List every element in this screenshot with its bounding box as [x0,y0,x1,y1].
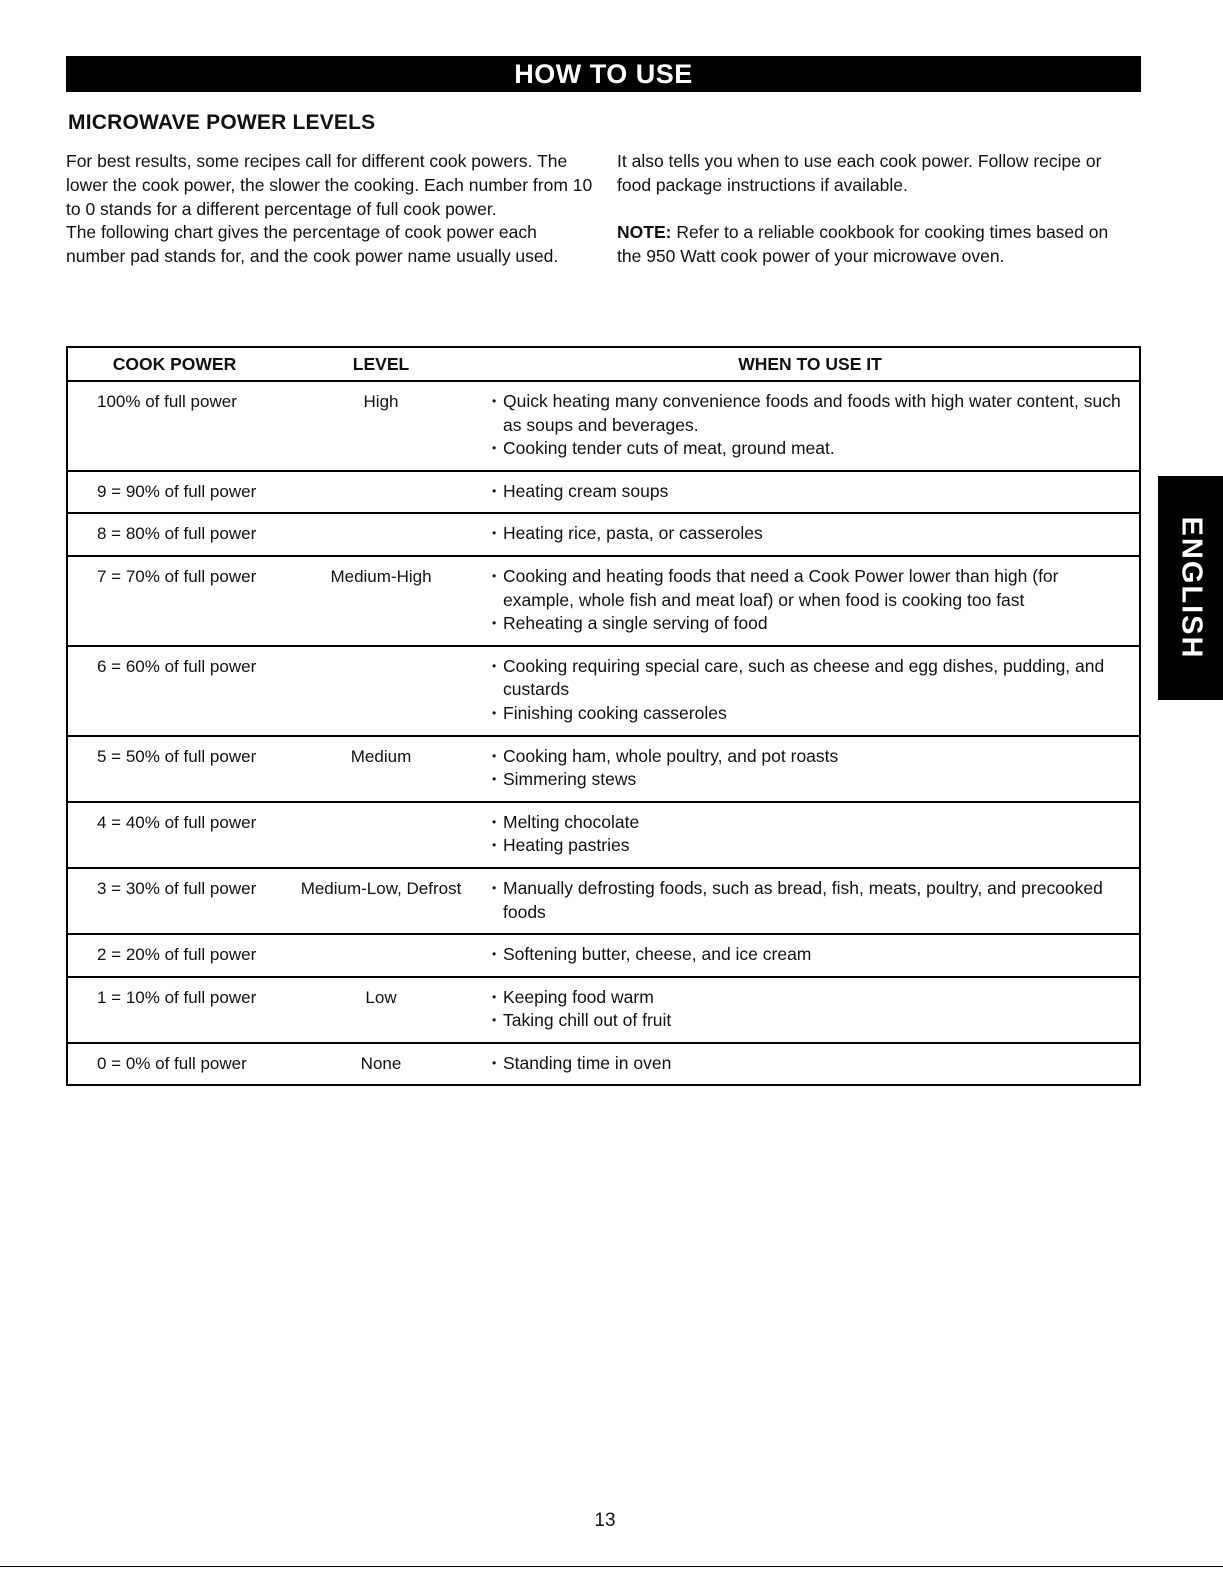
when-to-use-cell [481,977,1140,1043]
when-to-use-cell [481,736,1140,802]
when-to-use-cell [481,868,1140,934]
intro-right-column [617,150,1117,269]
note-text: Refer to a reliable cookbook for cooking times based on the 950 Watt cook power of your microwave oven. [617,222,1109,266]
when-to-use-cell [481,471,1140,514]
cook-power-cell: 9 = 90% of full power [67,471,281,514]
table-row [67,802,1140,868]
cook-power-cell: 7 = 70% of full power [67,556,281,646]
power-levels-table [66,346,1141,1086]
table-row [67,736,1140,802]
when-to-use-cell [481,802,1140,868]
when-to-use-cell [481,513,1140,556]
level-cell [281,802,481,868]
use-list [492,943,1131,967]
section-title: MICROWAVE POWER LEVELS [68,111,376,134]
when-to-use-cell [481,934,1140,977]
use-item: • Quick heating many convenience foods and foods with high water content, such as soups and beverages. [492,390,1131,437]
table-row [67,513,1140,556]
use-list [492,655,1131,726]
cook-power-cell: 4 = 40% of full power [67,802,281,868]
use-item: • Finishing cooking casseroles [492,702,1131,726]
use-list [492,745,1131,792]
level-cell: Medium-Low, Defrost [281,868,481,934]
use-list [492,480,1131,504]
level-cell [281,646,481,736]
cook-power-cell: 5 = 50% of full power [67,736,281,802]
cook-power-cell: 0 = 0% of full power [67,1043,281,1086]
use-list [492,522,1131,546]
note-paragraph [617,221,1117,269]
use-list [492,565,1131,636]
cook-power-cell: 3 = 30% of full power [67,868,281,934]
level-cell: None [281,1043,481,1086]
use-item: • Melting chocolate [492,811,1131,835]
use-item: • Reheating a single serving of food [492,612,1131,636]
level-cell [281,934,481,977]
header-level: LEVEL [352,353,410,374]
table-row [67,868,1140,934]
use-item: • Keeping food warm [492,986,1131,1010]
header-when-to-use: WHEN TO USE IT [738,353,882,374]
table-row [67,556,1140,646]
use-item: • Heating rice, pasta, or casseroles [492,522,1131,546]
intro-paragraph: The following chart gives the percentage of cook power each number pad stands for, and the cook power name usually used. [66,222,559,267]
use-item: • Heating pastries [492,834,1131,858]
use-list [492,877,1131,924]
language-tab [1158,476,1223,700]
use-item: • Cooking tender cuts of meat, ground meat. [492,437,1131,461]
level-cell: Medium [281,736,481,802]
level-cell [281,471,481,514]
intro-paragraph: For best results, some recipes call for different cook powers. The lower the cook power, the slower the cooking. Each number from 10 to 0 stands for a different percentage of full cook power. [66,151,593,219]
when-to-use-cell [481,1043,1140,1086]
level-cell: Low [281,977,481,1043]
cook-power-cell: 6 = 60% of full power [67,646,281,736]
cook-power-cell: 100% of full power [67,381,281,471]
use-item: • Simmering stews [492,768,1131,792]
table-row [67,646,1140,736]
section-banner: HOW TO USE [66,56,1141,92]
cook-power-cell: 2 = 20% of full power [67,934,281,977]
cook-power-cell: 1 = 10% of full power [67,977,281,1043]
bottom-rule [0,1566,1223,1567]
when-to-use-cell [481,556,1140,646]
table-header-row [67,347,1140,381]
cook-power-cell: 8 = 80% of full power [67,513,281,556]
language-tab-label: ENGLISH [1175,516,1207,660]
use-item: • Cooking requiring special care, such as cheese and egg dishes, pudding, and custards [492,655,1131,702]
use-item: • Heating cream soups [492,480,1131,504]
table-body [67,381,1140,1085]
table-row [67,934,1140,977]
level-cell: Medium-High [281,556,481,646]
level-cell: High [281,381,481,471]
table-row [67,471,1140,514]
when-to-use-cell [481,646,1140,736]
use-item: • Manually defrosting foods, such as bread, fish, meats, poultry, and precooked foods [492,877,1131,924]
note-label: NOTE: [617,222,672,243]
use-list [492,390,1131,461]
use-item: • Standing time in oven [492,1052,1131,1076]
level-cell [281,513,481,556]
table-row [67,1043,1140,1086]
use-item: • Softening butter, cheese, and ice cream [492,943,1131,967]
intro-paragraph: It also tells you when to use each cook power. Follow recipe or food package instructions if available. [617,151,1102,195]
use-item: • Taking chill out of fruit [492,1009,1131,1033]
table-row [67,977,1140,1043]
page-number: 13 [594,1510,616,1531]
header-cook-power: COOK POWER [112,353,237,374]
use-list [492,986,1131,1033]
use-item: • Cooking ham, whole poultry, and pot roasts [492,745,1131,769]
use-list [492,1052,1131,1076]
when-to-use-cell [481,381,1140,471]
use-list [492,811,1131,858]
use-item: • Cooking and heating foods that need a Cook Power lower than high (for example, whole fish and meat loaf) or when food is cooking too fast [492,565,1131,612]
table-row [67,381,1140,471]
intro-left-column [66,150,596,269]
